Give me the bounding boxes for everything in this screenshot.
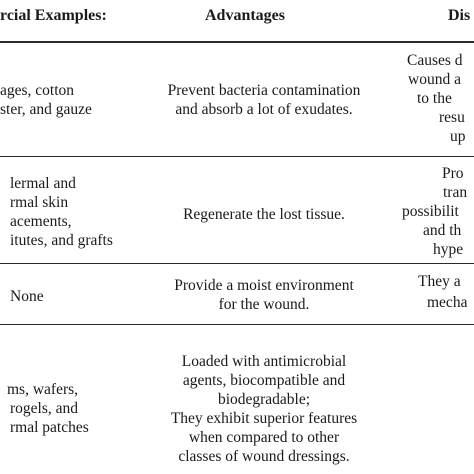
header-disadvantages: Dis — [448, 7, 471, 24]
row4-advantages-line5: when compared to other — [188, 429, 340, 446]
header-advantages: Advantages — [205, 7, 286, 24]
row2-disadvantages-line1: Pro — [442, 165, 464, 182]
row4-examples-line1: ms, wafers, — [7, 381, 79, 398]
row1-disadvantages-line4: resu — [439, 109, 465, 126]
row4-advantages-line4: They exhibit superior features — [170, 410, 358, 427]
row2-disadvantages-line5: hype — [433, 241, 464, 258]
header-examples: rcial Examples: — [0, 7, 107, 24]
row-divider-3 — [0, 324, 474, 325]
row2-disadvantages-line4: and th — [423, 222, 462, 239]
row1-advantages-line2: and absorb a lot of exudates. — [175, 101, 353, 118]
row1-examples-line2: ster, and gauze — [0, 101, 92, 118]
row4-advantages-line3: biodegradable; — [217, 391, 311, 408]
row2-examples-line4: itutes, and grafts — [10, 232, 113, 249]
row3-advantages — [144, 276, 384, 314]
header-divider — [0, 41, 474, 43]
row2-examples-line3: acements, — [10, 213, 72, 230]
row2-advantages — [144, 205, 384, 224]
row-divider-2 — [0, 263, 474, 264]
row2-disadvantages — [402, 164, 468, 259]
row1-disadvantages-line3: to the — [417, 90, 452, 107]
row4-advantages-line6: classes of wound dressings. — [178, 448, 350, 465]
row1-disadvantages-line5: up — [450, 128, 466, 145]
row2-advantages-line1: Regenerate the lost tissue. — [183, 206, 345, 223]
row3-examples — [10, 287, 44, 306]
row1-disadvantages-line2: wound a — [408, 71, 461, 88]
row2-examples-line1: lermal and — [10, 175, 76, 192]
row4-advantages-line1: Loaded with antimicrobial — [181, 353, 347, 370]
row1-examples — [0, 81, 92, 119]
row4-examples — [0, 380, 89, 437]
row3-examples-line1: None — [10, 288, 44, 305]
row2-examples — [0, 174, 113, 250]
row1-disadvantages — [405, 51, 466, 146]
row1-disadvantages-line1: Causes d — [407, 52, 463, 69]
row4-advantages-line2: agents, biocompatible and — [182, 372, 346, 389]
row3-disadvantages — [405, 272, 467, 312]
row4-examples-line2: rogels, and — [10, 400, 79, 417]
row3-disadvantages-line3: mecha — [427, 294, 468, 311]
row1-examples-line1: ages, cotton — [0, 82, 75, 99]
row3-advantages-line2: for the wound. — [218, 296, 310, 313]
row2-examples-line2: rmal skin — [10, 194, 69, 211]
row4-advantages — [144, 352, 384, 466]
row3-advantages-line1: Provide a moist environment — [174, 277, 354, 294]
row3-disadvantages-line1: They a — [418, 273, 461, 290]
row2-disadvantages-line3: possibilit — [402, 203, 459, 220]
row2-disadvantages-line2: tran — [443, 184, 468, 201]
row-divider-1 — [0, 156, 474, 157]
row1-advantages — [144, 81, 384, 119]
row1-advantages-line1: Prevent bacteria contamination — [167, 82, 361, 99]
row4-examples-line3: rmal patches — [10, 419, 89, 436]
